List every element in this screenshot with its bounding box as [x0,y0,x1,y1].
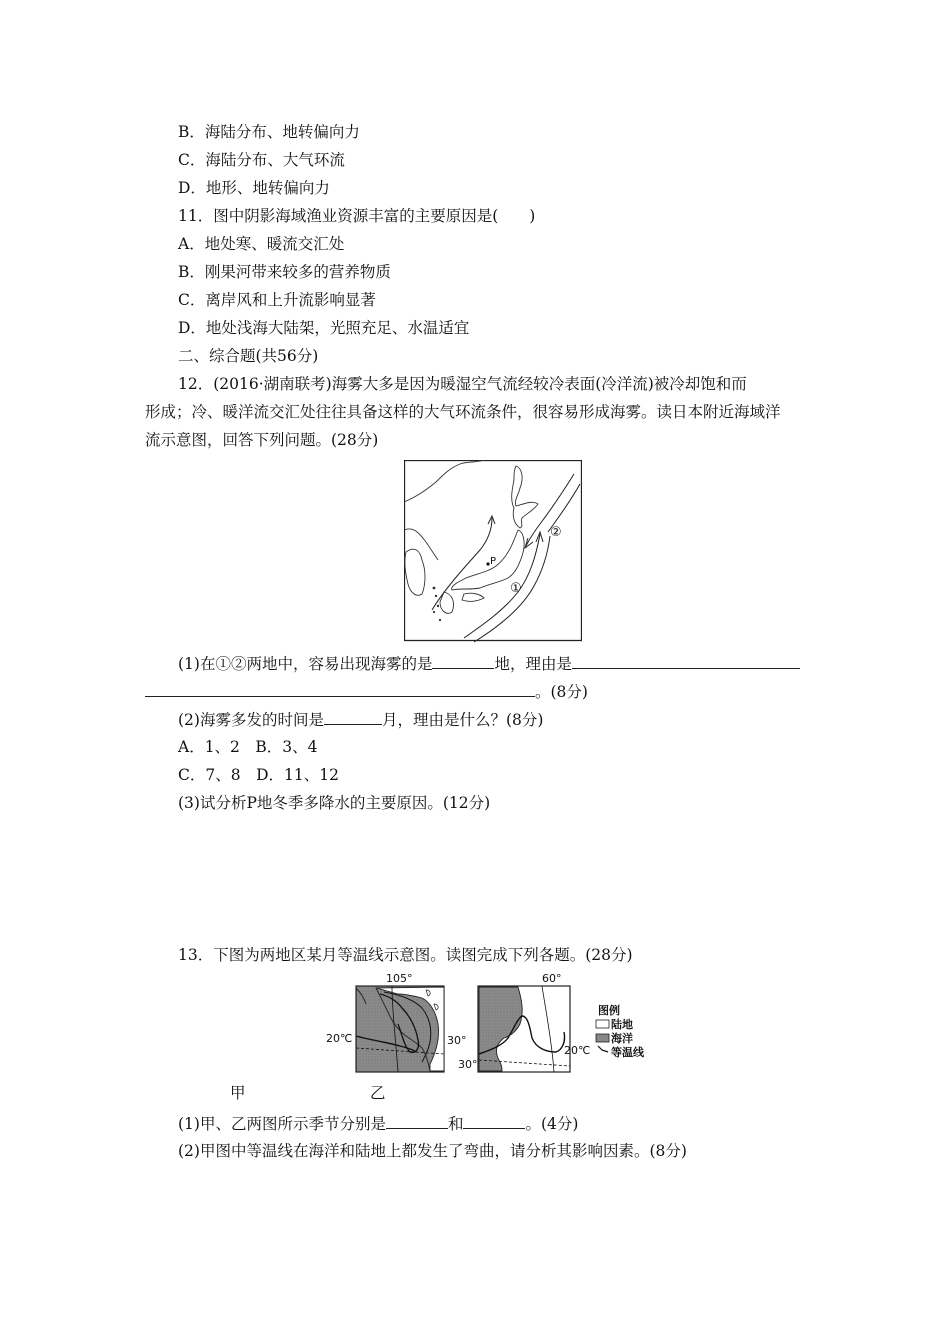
q13-sub1-blank-b[interactable] [463,1112,525,1129]
q13-sub1-text-b: 和 [447,1115,464,1133]
map-b-iso-label: 20℃ [564,1044,591,1057]
q12-sub1 [178,652,800,675]
q12-sub1-blank-reason[interactable] [572,652,800,669]
q11-stem: 11．图中阴影海域渔业资源丰富的主要原因是( ) [178,207,536,225]
q11-option-b: B．刚果河带来较多的营养物质 [178,263,391,281]
q11-option-c: C．离岸风和上升流影响显著 [178,291,376,309]
q12-sub2-text-b: 月，理由是什么？(8分) [381,711,544,729]
q12-sub1-score: 。(8分) [535,683,588,701]
q13-sub1-blank-a[interactable] [386,1112,448,1129]
q10-option-d: D．地形、地转偏向力 [178,179,330,197]
q13-stem: 13．下图为两地区某月等温线示意图。读图完成下列各题。(28分) [178,946,633,964]
legend-iso: 等温线 [611,1046,644,1059]
map-label-2: ② [550,525,562,540]
map-b-caption: 乙 [370,1084,386,1102]
q13-sub1 [178,1112,578,1135]
q12-sub1-text-a: (1)在①②两地中，容易出现海雾的是 [178,655,433,673]
q12-sub2-blank-month[interactable] [324,708,382,725]
section-title: 二、综合题(共56分) [178,347,319,365]
q12-sub3: (3)试分析P地冬季多降水的主要原因。(12分) [178,794,491,812]
q13-sub2: (2)甲图中等温线在海洋和陆地上都发生了弯曲，请分析其影响因素。(8分) [178,1142,687,1160]
legend-land: 陆地 [611,1018,633,1031]
q12-sub1-blank-place[interactable] [432,652,494,669]
q13-sub1-text-a: (1)甲、乙两图所示季节分别是 [178,1115,386,1133]
q12-sub1-cont [145,680,588,703]
map-a-top-label: 105° [386,972,413,985]
q10-option-b: B．海陆分布、地转偏向力 [178,123,360,141]
legend [596,1003,645,1059]
map-b-left-label: 30° [458,1058,478,1071]
q12-sub2-options-2: C．7、8 D．11、12 [178,766,339,784]
q11-option-d: D．地处浅海大陆架，光照充足、水温适宜 [178,319,470,337]
legend-sea-swatch [596,1034,609,1042]
japan-current-map [404,460,582,647]
legend-iso-swatch [598,1046,608,1052]
q11-option-a: A．地处寒、暖流交汇处 [178,235,345,253]
q12-stem-line2: 形成；冷、暖洋流交汇处往往具备这样的大气环流条件，很容易形成海雾。读日本附近海域洋 [145,403,781,421]
map-a-caption: 甲 [230,1084,246,1102]
map-a-right-label: 30° [447,1034,467,1047]
q12-sub1-text-b: 地，理由是 [494,655,572,673]
map-label-p: P [490,556,497,567]
legend-title: 图例 [598,1004,620,1017]
q12-sub2-text-a: (2)海雾多发的时间是 [178,711,324,729]
q13-sub1-score: 。(4分) [525,1115,579,1133]
q12-sub2-options-1: A．1、2 B．3、4 [178,738,318,756]
q12-stem-line1: 12．(2016·湖南联考)海雾大多是因为暖湿空气流经较冷表面(冷洋流)被冷却饱和而 [178,375,747,393]
map-a-left-label: 20℃ [326,1032,353,1045]
legend-land-swatch [596,1020,609,1028]
q12-sub1-blank-reason-cont[interactable] [145,680,535,697]
isotherm-maps [326,972,666,1084]
map-a [326,972,467,1072]
map-b [458,972,590,1072]
map-b-top-label: 60° [542,972,562,985]
map-label-1: ① [510,581,522,596]
q12-stem-line3: 流示意图，回答下列问题。(28分) [145,431,379,449]
legend-sea: 海洋 [611,1032,633,1045]
q10-option-c: C．海陆分布、大气环流 [178,151,345,169]
q12-sub2 [178,708,543,731]
